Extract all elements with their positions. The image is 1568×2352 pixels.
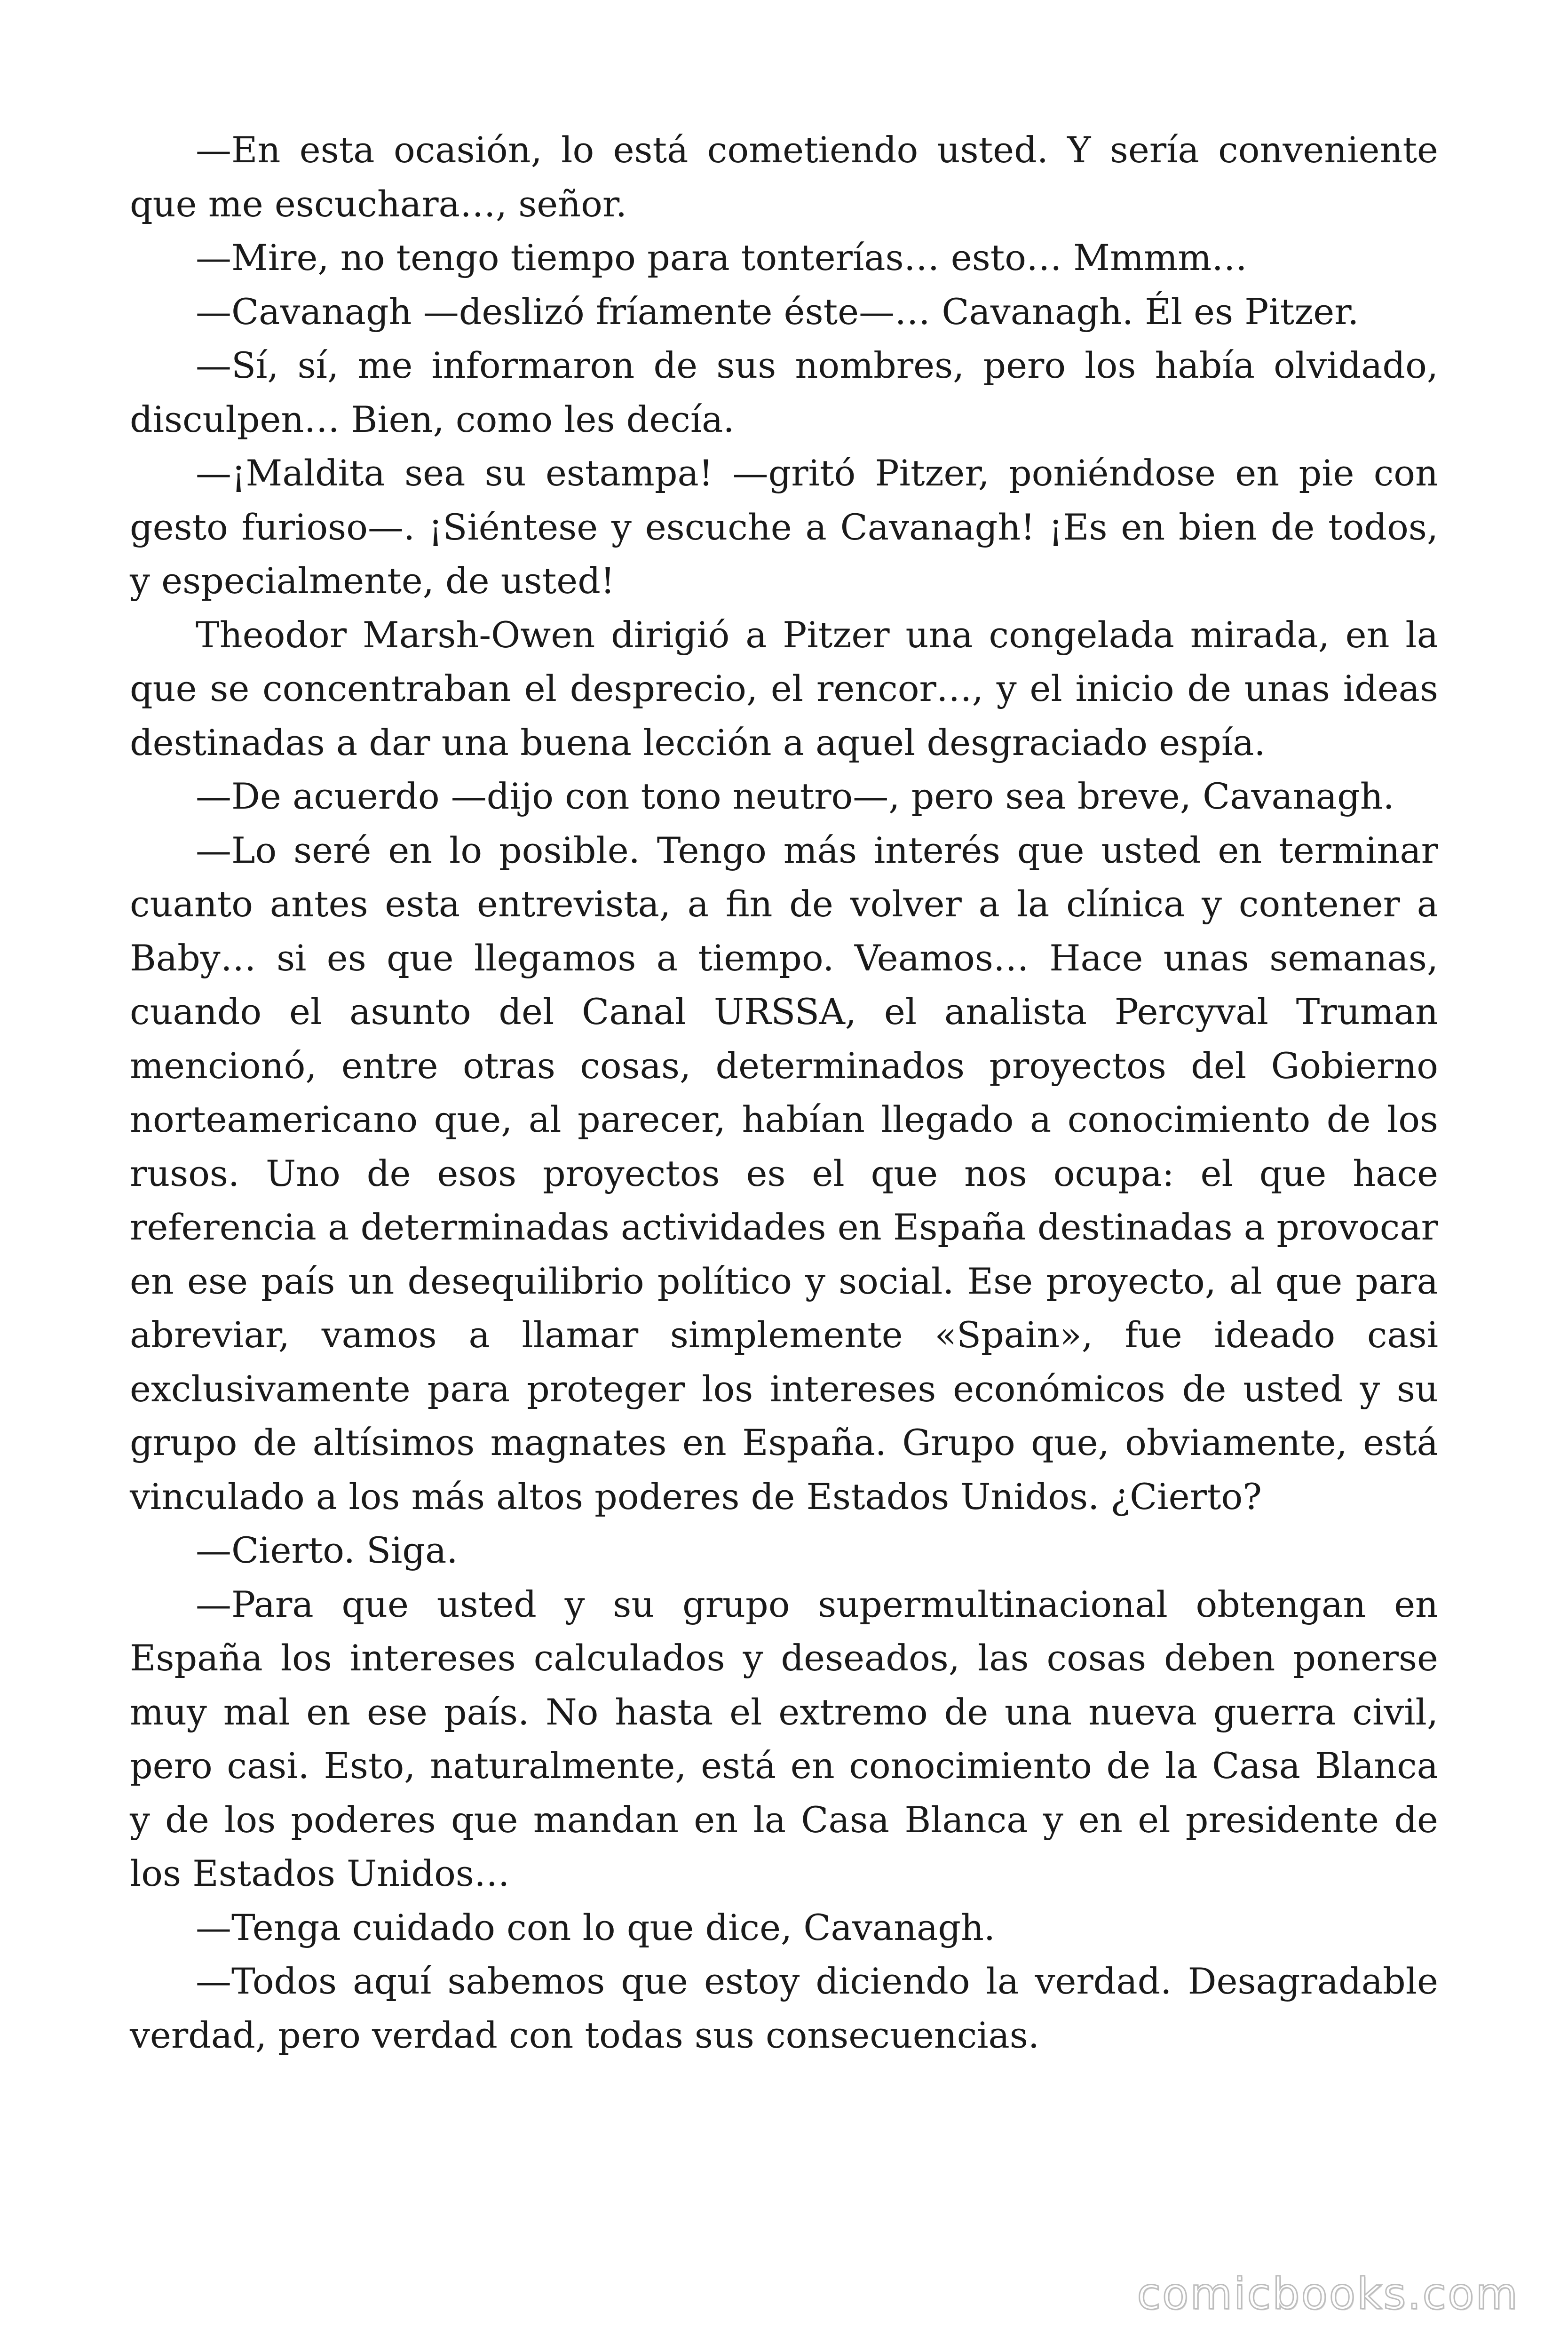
paragraph: —Lo seré en lo posible. Tengo más interés que usted en terminar cuanto antes esta entrevista, a fin de volver a la clínica y contener a Baby… si es que llegamos a tiempo. Veamos… Hace unas semanas, cuando el asunto del Canal URSSA, el analista Percyval Truman mencionó, entre otras cosas, determinados proyectos del Gobierno norteamericano que, al parecer, habían llegado a conocimiento de los rusos. Uno de esos proyectos es el que nos ocupa: el que hace referencia a determinadas actividades en España destinadas a provocar en ese país un desequilibrio político y social. Ese proyecto, al que para abreviar, vamos a llamar simplemente «Spain», fue ideado casi exclusivamente para proteger los intereses económicos de usted y su grupo de altísimos magnates en España. Grupo que, obviamente, está vinculado a los más altos poderes de Estados Unidos. ¿Cierto? <box>130 829 1438 1518</box>
paragraph: —De acuerdo —dijo con tono neutro—, pero sea breve, Cavanagh. <box>196 775 1394 817</box>
paragraph: —Para que usted y su grupo supermultinacional obtengan en España los intereses calculados y deseados, las cosas deben ponerse muy mal en ese país. No hasta el extremo de una nueva guerra civil, pero casi. Esto, naturalmente, está en conocimiento de la Casa Blanca y de los poderes que mandan en la Casa Blanca y en el presidente de los Estados Unidos… <box>130 1583 1438 1894</box>
paragraph: —Cierto. Siga. <box>196 1529 458 1571</box>
watermark-text: comicbooks.com <box>1137 2269 1519 2319</box>
paragraph: —En esta ocasión, lo está cometiendo usted. Y sería conveniente que me escuchara…, señor. <box>130 129 1438 225</box>
paragraph: —Cavanagh —deslizó fríamente éste—… Cavanagh. Él es Pitzer. <box>196 290 1359 333</box>
paragraph: Theodor Marsh-Owen dirigió a Pitzer una congelada mirada, en la que se concentraban el desprecio, el rencor…, y el inicio de unas ideas destinadas a dar una buena lección a aquel desgraciado espía. <box>130 613 1438 763</box>
paragraph: —Tenga cuidado con lo que dice, Cavanagh. <box>196 1906 996 1948</box>
paragraph: —Mire, no tengo tiempo para tonterías… esto… Mmmm… <box>196 237 1248 278</box>
book-page-text <box>130 123 1438 2062</box>
paragraph: —¡Maldita sea su estampa! —gritó Pitzer, poniéndose en pie con gesto furioso—. ¡Siéntese y escuche a Cavanagh! ¡Es en bien de todos, y especialmente, de usted! <box>130 452 1438 602</box>
paragraph: —Sí, sí, me informaron de sus nombres, pero los había olvidado, disculpen… Bien, como les decía. <box>130 344 1438 440</box>
paragraph: —Todos aquí sabemos que estoy diciendo la verdad. Desagradable verdad, pero verdad con todas sus consecuencias. <box>130 1960 1438 2056</box>
